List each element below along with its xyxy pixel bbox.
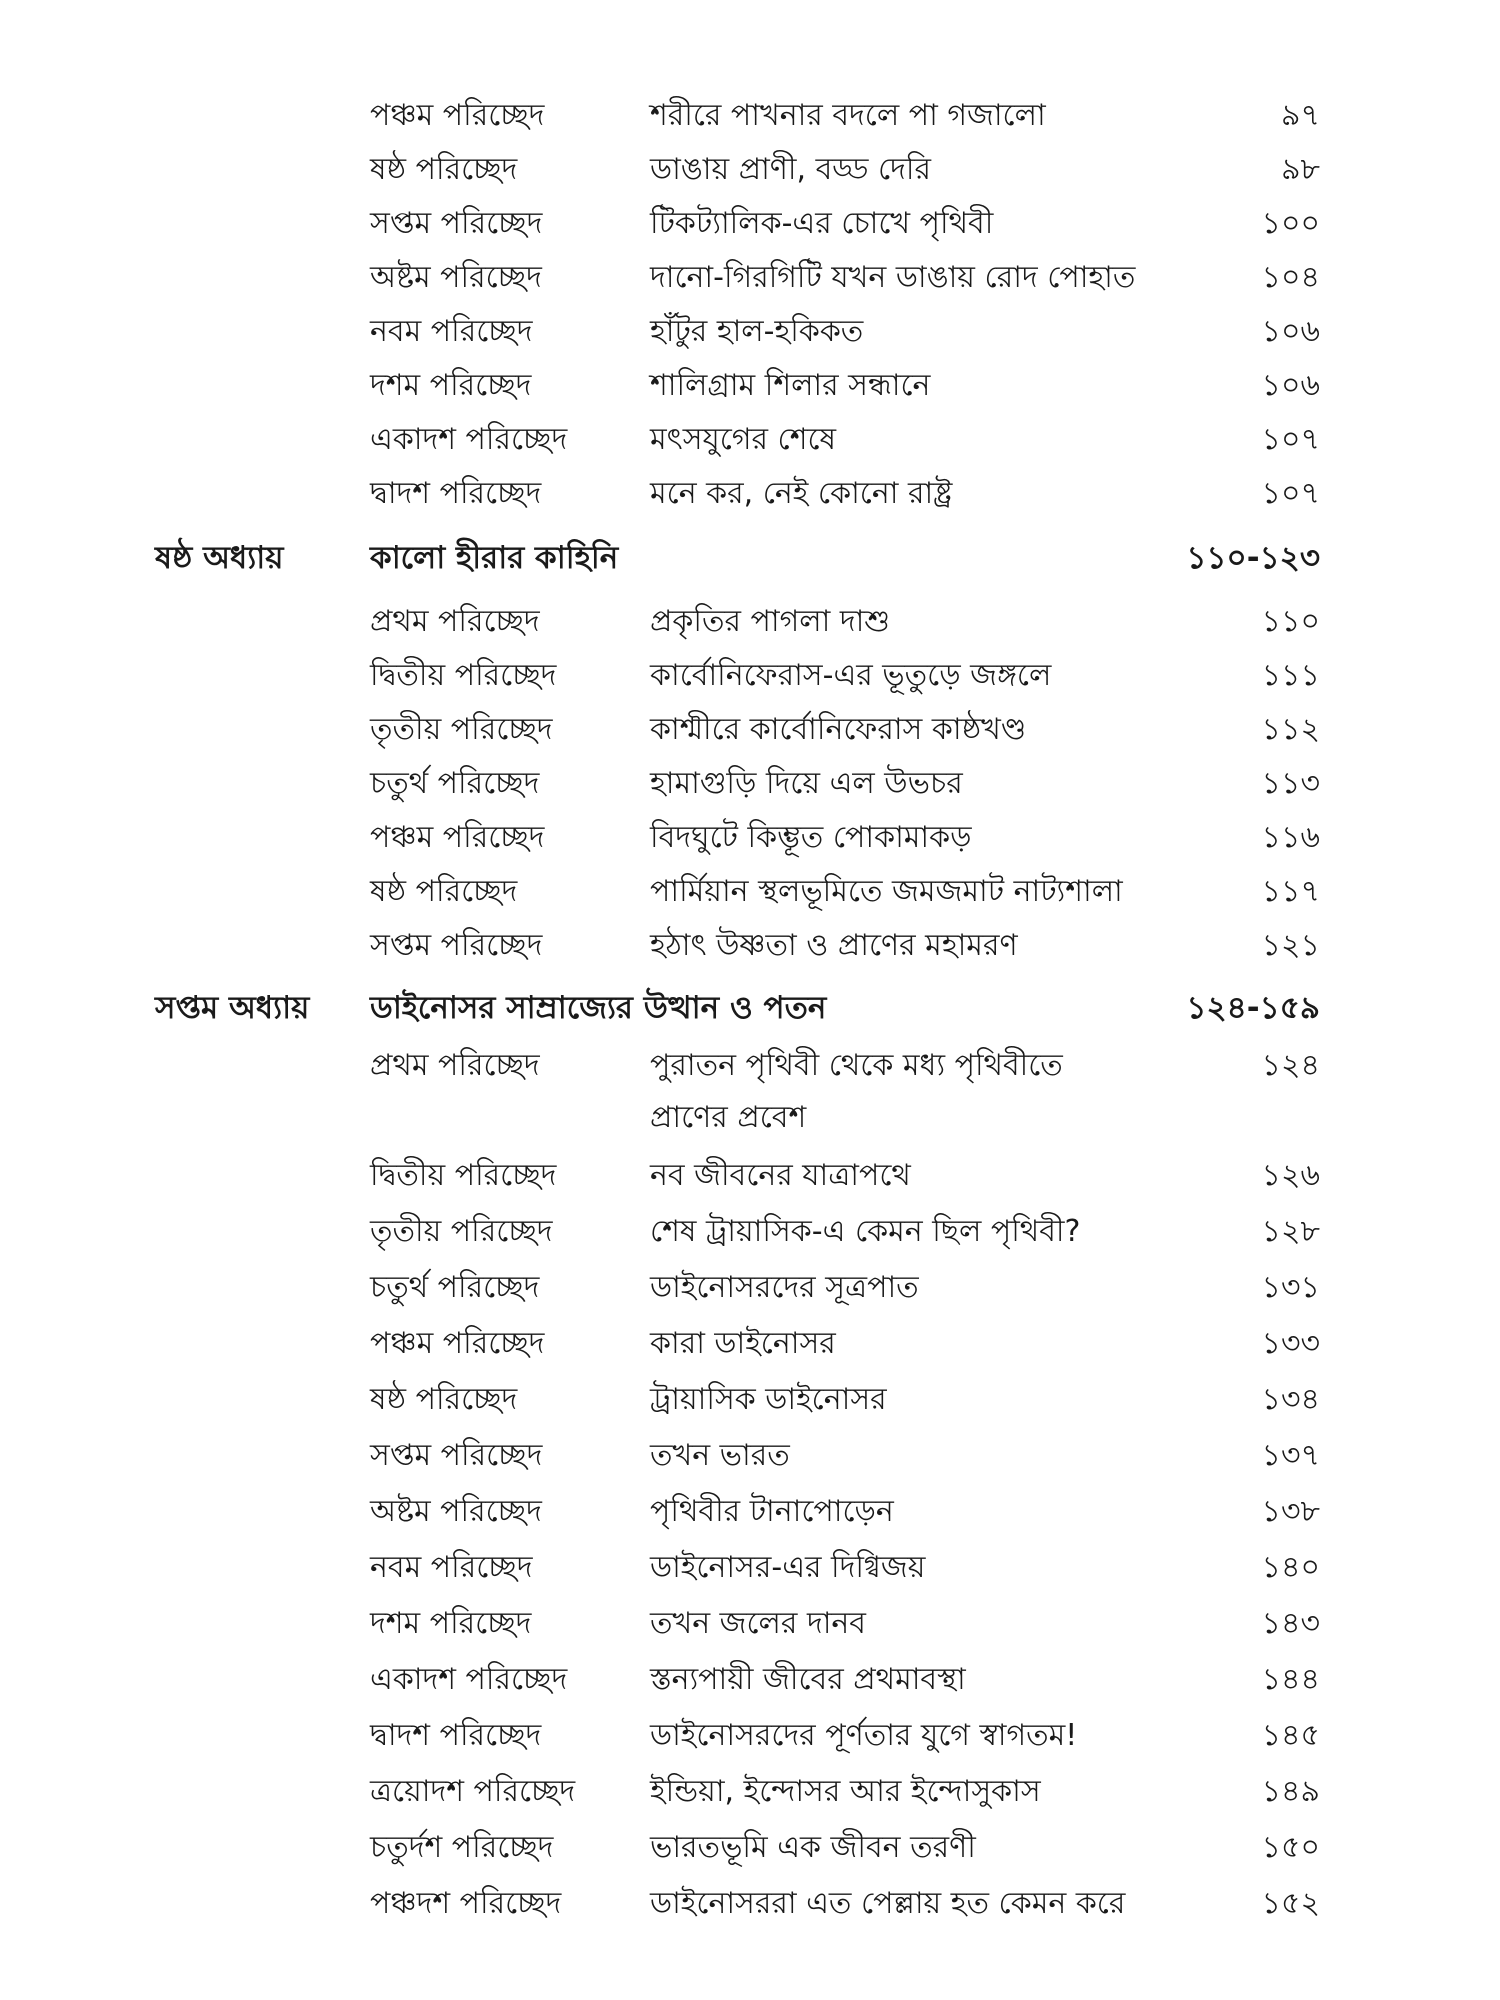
toc-page: ৯৭ — [1281, 98, 1320, 133]
toc-row — [0, 1652, 1500, 1708]
toc-chapter: অষ্টম পরিচ্ছেদ — [370, 1494, 542, 1529]
toc-row — [0, 1484, 1500, 1540]
toc-title: ডাইনোসর-এর দিগ্বিজয় — [650, 1550, 926, 1585]
toc-title: তখন জলের দানব — [650, 1606, 867, 1641]
toc-page: ১৪৪ — [1261, 1662, 1320, 1697]
toc-title: দানো-গিরগিটি যখন ডাঙায় রোদ পোহাত — [650, 260, 1136, 295]
toc-row — [0, 1764, 1500, 1820]
toc-row — [0, 1260, 1500, 1316]
toc-page: ১০৬ — [1261, 368, 1320, 403]
toc-page: ১৪০ — [1261, 1550, 1320, 1585]
toc-title: ডাইনোসরদের পূর্ণতার যুগে স্বাগতম! — [650, 1718, 1078, 1753]
toc-title: তখন ভারত — [650, 1438, 790, 1473]
toc-chapter: একাদশ পরিচ্ছেদ — [370, 1662, 568, 1697]
toc-page: ৯৮ — [1281, 152, 1320, 187]
toc-chapter: একাদশ পরিচ্ছেদ — [370, 422, 568, 457]
toc-row — [0, 1428, 1500, 1484]
toc-row — [0, 1204, 1500, 1260]
toc-section-title: কালো হীরার কাহিনি — [370, 540, 619, 576]
toc-title: শরীরে পাখনার বদলে পা গজালো — [650, 98, 1046, 133]
toc-page: ১১৭ — [1261, 874, 1320, 909]
toc-page: ১১০ — [1261, 604, 1320, 639]
toc-page: ১৩৪ — [1261, 1382, 1320, 1417]
toc-page: ১০৭ — [1261, 422, 1320, 457]
toc-row — [0, 304, 1500, 360]
toc-title: পার্মিয়ান স্থলভূমিতে জমজমাট নাট্যশালা — [650, 874, 1123, 909]
toc-row — [0, 1876, 1500, 1932]
toc-row — [0, 594, 1500, 650]
toc-title: শালিগ্রাম শিলার সন্ধানে — [650, 368, 931, 403]
toc-title: কারা ডাইনোসর — [650, 1326, 836, 1361]
toc-row — [0, 142, 1500, 198]
toc-page: ১০৪ — [1261, 260, 1320, 295]
toc-chapter: সপ্তম পরিচ্ছেদ — [370, 1438, 543, 1473]
toc-title: মনে কর, নেই কোনো রাষ্ট্র — [650, 476, 953, 511]
toc-title: ডাইনোসররা এত পেল্লায় হত কেমন করে — [650, 1886, 1126, 1921]
toc-page: ১৩৭ — [1261, 1438, 1320, 1473]
toc-chapter: পঞ্চম পরিচ্ছেদ — [370, 98, 545, 133]
toc-chapter: চতুর্থ পরিচ্ছেদ — [370, 766, 540, 801]
toc-chapter: ষষ্ঠ পরিচ্ছেদ — [370, 874, 518, 909]
toc-page: ১১১ — [1261, 658, 1320, 693]
toc-title: বিদঘুটে কিম্ভূত পোকামাকড় — [650, 820, 972, 855]
toc-title: কাশ্মীরে কার্বোনিফেরাস কাষ্ঠখণ্ড — [650, 712, 1027, 747]
toc-chapter: ষষ্ঠ পরিচ্ছেদ — [370, 152, 518, 187]
toc-title: শেষ ট্রায়াসিক-এ কেমন ছিল পৃথিবী? — [650, 1214, 1081, 1249]
toc-page: ১০৭ — [1261, 476, 1320, 511]
toc-row — [0, 810, 1500, 866]
toc-row — [0, 466, 1500, 522]
toc-section-pages: ১২৪-১৫৯ — [1186, 990, 1320, 1026]
toc-title: ডাঙায় প্রাণী, বড্ড দেরি — [650, 152, 931, 187]
toc-row — [0, 918, 1500, 974]
toc-chapter: চতুর্থ পরিচ্ছেদ — [370, 1270, 540, 1305]
toc-section-heading — [0, 530, 1500, 586]
toc-chapter: প্রথম পরিচ্ছেদ — [370, 604, 540, 639]
toc-row — [0, 1708, 1500, 1764]
toc-chapter: নবম পরিচ্ছেদ — [370, 1550, 533, 1585]
toc-title-continuation: প্রাণের প্রবেশ — [650, 1100, 807, 1135]
toc-chapter: পঞ্চম পরিচ্ছেদ — [370, 1326, 545, 1361]
toc-row — [0, 196, 1500, 252]
toc-page: ১২৬ — [1261, 1158, 1320, 1193]
toc-page: ১০০ — [1261, 206, 1320, 241]
toc-page: ১২১ — [1261, 928, 1320, 963]
toc-row — [0, 756, 1500, 812]
toc-chapter: তৃতীয় পরিচ্ছেদ — [370, 712, 553, 747]
toc-chapter: সপ্তম পরিচ্ছেদ — [370, 928, 543, 963]
toc-chapter: দ্বিতীয় পরিচ্ছেদ — [370, 658, 557, 693]
toc-title: ইন্ডিয়া, ইন্দোসর আর ইন্দোসুকাস — [650, 1774, 1041, 1809]
toc-page: ১৪৫ — [1261, 1718, 1320, 1753]
toc-page: ১৫২ — [1261, 1886, 1320, 1921]
toc-row — [0, 1540, 1500, 1596]
toc-title: প্রকৃতির পাগলা দাশু — [650, 604, 891, 639]
toc-page: ১৫০ — [1261, 1830, 1320, 1865]
toc-chapter: প্রথম পরিচ্ছেদ — [370, 1048, 540, 1083]
toc-chapter: তৃতীয় পরিচ্ছেদ — [370, 1214, 553, 1249]
toc-page: ১০৬ — [1261, 314, 1320, 349]
toc-title: ভারতভূমি এক জীবন তরণী — [650, 1830, 976, 1865]
toc-chapter: ষষ্ঠ পরিচ্ছেদ — [370, 1382, 518, 1417]
toc-chapter: দশম পরিচ্ছেদ — [370, 1606, 532, 1641]
toc-title: হঠাৎ উষ্ণতা ও প্রাণের মহামরণ — [650, 928, 1018, 963]
toc-section-heading — [0, 980, 1500, 1036]
toc-title: পৃথিবীর টানাপোড়েন — [650, 1494, 894, 1529]
toc-title: মৎসযুগের শেষে — [650, 422, 837, 457]
toc-title: কার্বোনিফেরাস-এর ভূতুড়ে জঙ্গলে — [650, 658, 1052, 693]
toc-title: হাঁটুর হাল-হকিকত — [650, 314, 864, 349]
toc-row — [0, 412, 1500, 468]
toc-page: ১৩৩ — [1261, 1326, 1320, 1361]
toc-title: পুরাতন পৃথিবী থেকে মধ্য পৃথিবীতে — [650, 1048, 1063, 1083]
toc-chapter: দ্বাদশ পরিচ্ছেদ — [370, 1718, 542, 1753]
toc-row — [0, 1148, 1500, 1204]
toc-row — [0, 1596, 1500, 1652]
toc-title: টিকট্যালিক-এর চোখে পৃথিবী — [650, 206, 994, 241]
toc-section: ষষ্ঠ অধ্যায় — [155, 540, 284, 576]
toc-row — [0, 1316, 1500, 1372]
toc-page: ১৩১ — [1261, 1270, 1320, 1305]
toc-title: হামাগুড়ি দিয়ে এল উভচর — [650, 766, 963, 801]
toc-row — [0, 358, 1500, 414]
toc-page: ১১৩ — [1261, 766, 1320, 801]
toc-page: ১১২ — [1261, 712, 1320, 747]
toc-row — [0, 1820, 1500, 1876]
toc-chapter: নবম পরিচ্ছেদ — [370, 314, 533, 349]
toc-title: স্তন্যপায়ী জীবের প্রথমাবস্থা — [650, 1662, 966, 1697]
toc-chapter: দ্বিতীয় পরিচ্ছেদ — [370, 1158, 557, 1193]
toc-row — [0, 88, 1500, 144]
toc-section-pages: ১১০-১২৩ — [1186, 540, 1320, 576]
toc-page: ১৩৮ — [1261, 1494, 1320, 1529]
toc-row — [0, 648, 1500, 704]
toc-chapter: অষ্টম পরিচ্ছেদ — [370, 260, 542, 295]
toc-title: ট্রায়াসিক ডাইনোসর — [650, 1382, 887, 1417]
toc-chapter: ত্রয়োদশ পরিচ্ছেদ — [370, 1774, 576, 1809]
toc-row — [0, 1038, 1500, 1148]
toc-chapter: সপ্তম পরিচ্ছেদ — [370, 206, 543, 241]
toc-section-title: ডাইনোসর সাম্রাজ্যের উত্থান ও পতন — [370, 990, 827, 1026]
toc-page: ১২৪ — [1261, 1048, 1320, 1083]
toc-page: ১২৮ — [1261, 1214, 1320, 1249]
toc-page: ১৪৩ — [1261, 1606, 1320, 1641]
toc-chapter: দশম পরিচ্ছেদ — [370, 368, 532, 403]
toc-row — [0, 702, 1500, 758]
toc-title: নব জীবনের যাত্রাপথে — [650, 1158, 911, 1193]
toc-chapter: দ্বাদশ পরিচ্ছেদ — [370, 476, 542, 511]
toc-chapter: পঞ্চদশ পরিচ্ছেদ — [370, 1886, 562, 1921]
toc-page: ১৪৯ — [1261, 1774, 1320, 1809]
toc-row — [0, 1372, 1500, 1428]
toc-title: ডাইনোসরদের সূত্রপাত — [650, 1270, 919, 1305]
toc-section: সপ্তম অধ্যায় — [155, 990, 310, 1026]
toc-page: ১১৬ — [1261, 820, 1320, 855]
toc-chapter: চতুর্দশ পরিচ্ছেদ — [370, 1830, 554, 1865]
toc-row — [0, 250, 1500, 306]
toc-row — [0, 864, 1500, 920]
toc-chapter: পঞ্চম পরিচ্ছেদ — [370, 820, 545, 855]
